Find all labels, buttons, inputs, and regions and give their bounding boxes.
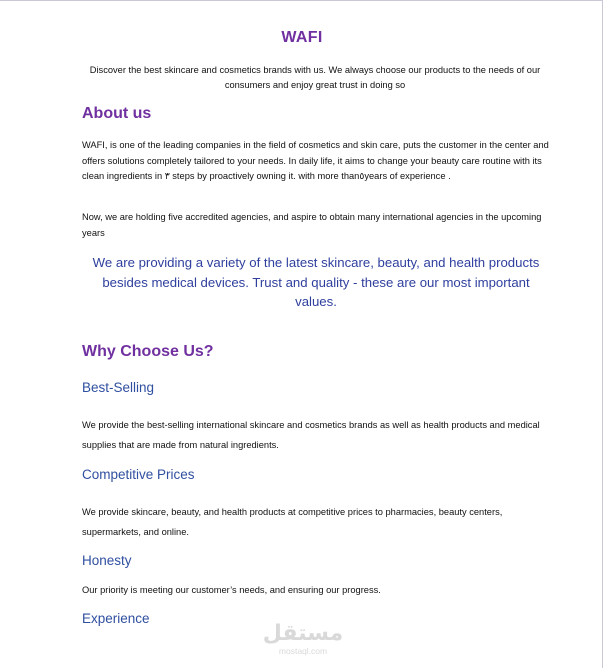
competitive-prices-text: We provide skincare, beauty, and health products at competitive prices to pharmacies, beauty centers, supermarkets, and online. bbox=[82, 507, 503, 537]
page-title: WAFI bbox=[281, 29, 323, 46]
competitive-prices-heading: Competitive Prices bbox=[82, 467, 195, 482]
about-paragraph-1: WAFI, is one of the leading companies in the field of cosmetics and skin care, puts the customer in the center and offers solutions completely tailored to your needs. In daily life, it aims to change your beauty care routine with its clean ingredients in ٣ steps by proactively owning it. with more than٥years of experience . bbox=[82, 140, 549, 181]
values-highlight: We are providing a variety of the latest skincare, beauty, and health products besides medical devices. Trust and quality - these are our most important values. bbox=[92, 255, 540, 309]
about-paragraph-2: Now, we are holding five accredited agencies, and aspire to obtain many international agencies in the upcoming years bbox=[82, 212, 542, 238]
why-heading: Why Choose Us? bbox=[82, 343, 214, 360]
best-selling-text: We provide the best-selling international skincare and cosmetics brands as well as health products and medical supplies that are made from natural ingredients. bbox=[82, 420, 540, 450]
best-selling-heading: Best-Selling bbox=[82, 380, 155, 395]
honesty-heading: Honesty bbox=[82, 553, 132, 568]
watermark-url: mostaql.com bbox=[278, 646, 328, 656]
mostaql-watermark bbox=[262, 620, 344, 656]
watermark-logo: مستقل bbox=[262, 620, 344, 645]
about-heading: About us bbox=[82, 105, 152, 122]
honesty-text: Our priority is meeting our customer’s needs, and ensuring our progress. bbox=[82, 585, 381, 595]
experience-heading: Experience bbox=[82, 611, 150, 626]
intro-text: Discover the best skincare and cosmetics brands with us. We always choose our products to the needs of our consumers and enjoy great trust in doing so bbox=[89, 65, 541, 90]
